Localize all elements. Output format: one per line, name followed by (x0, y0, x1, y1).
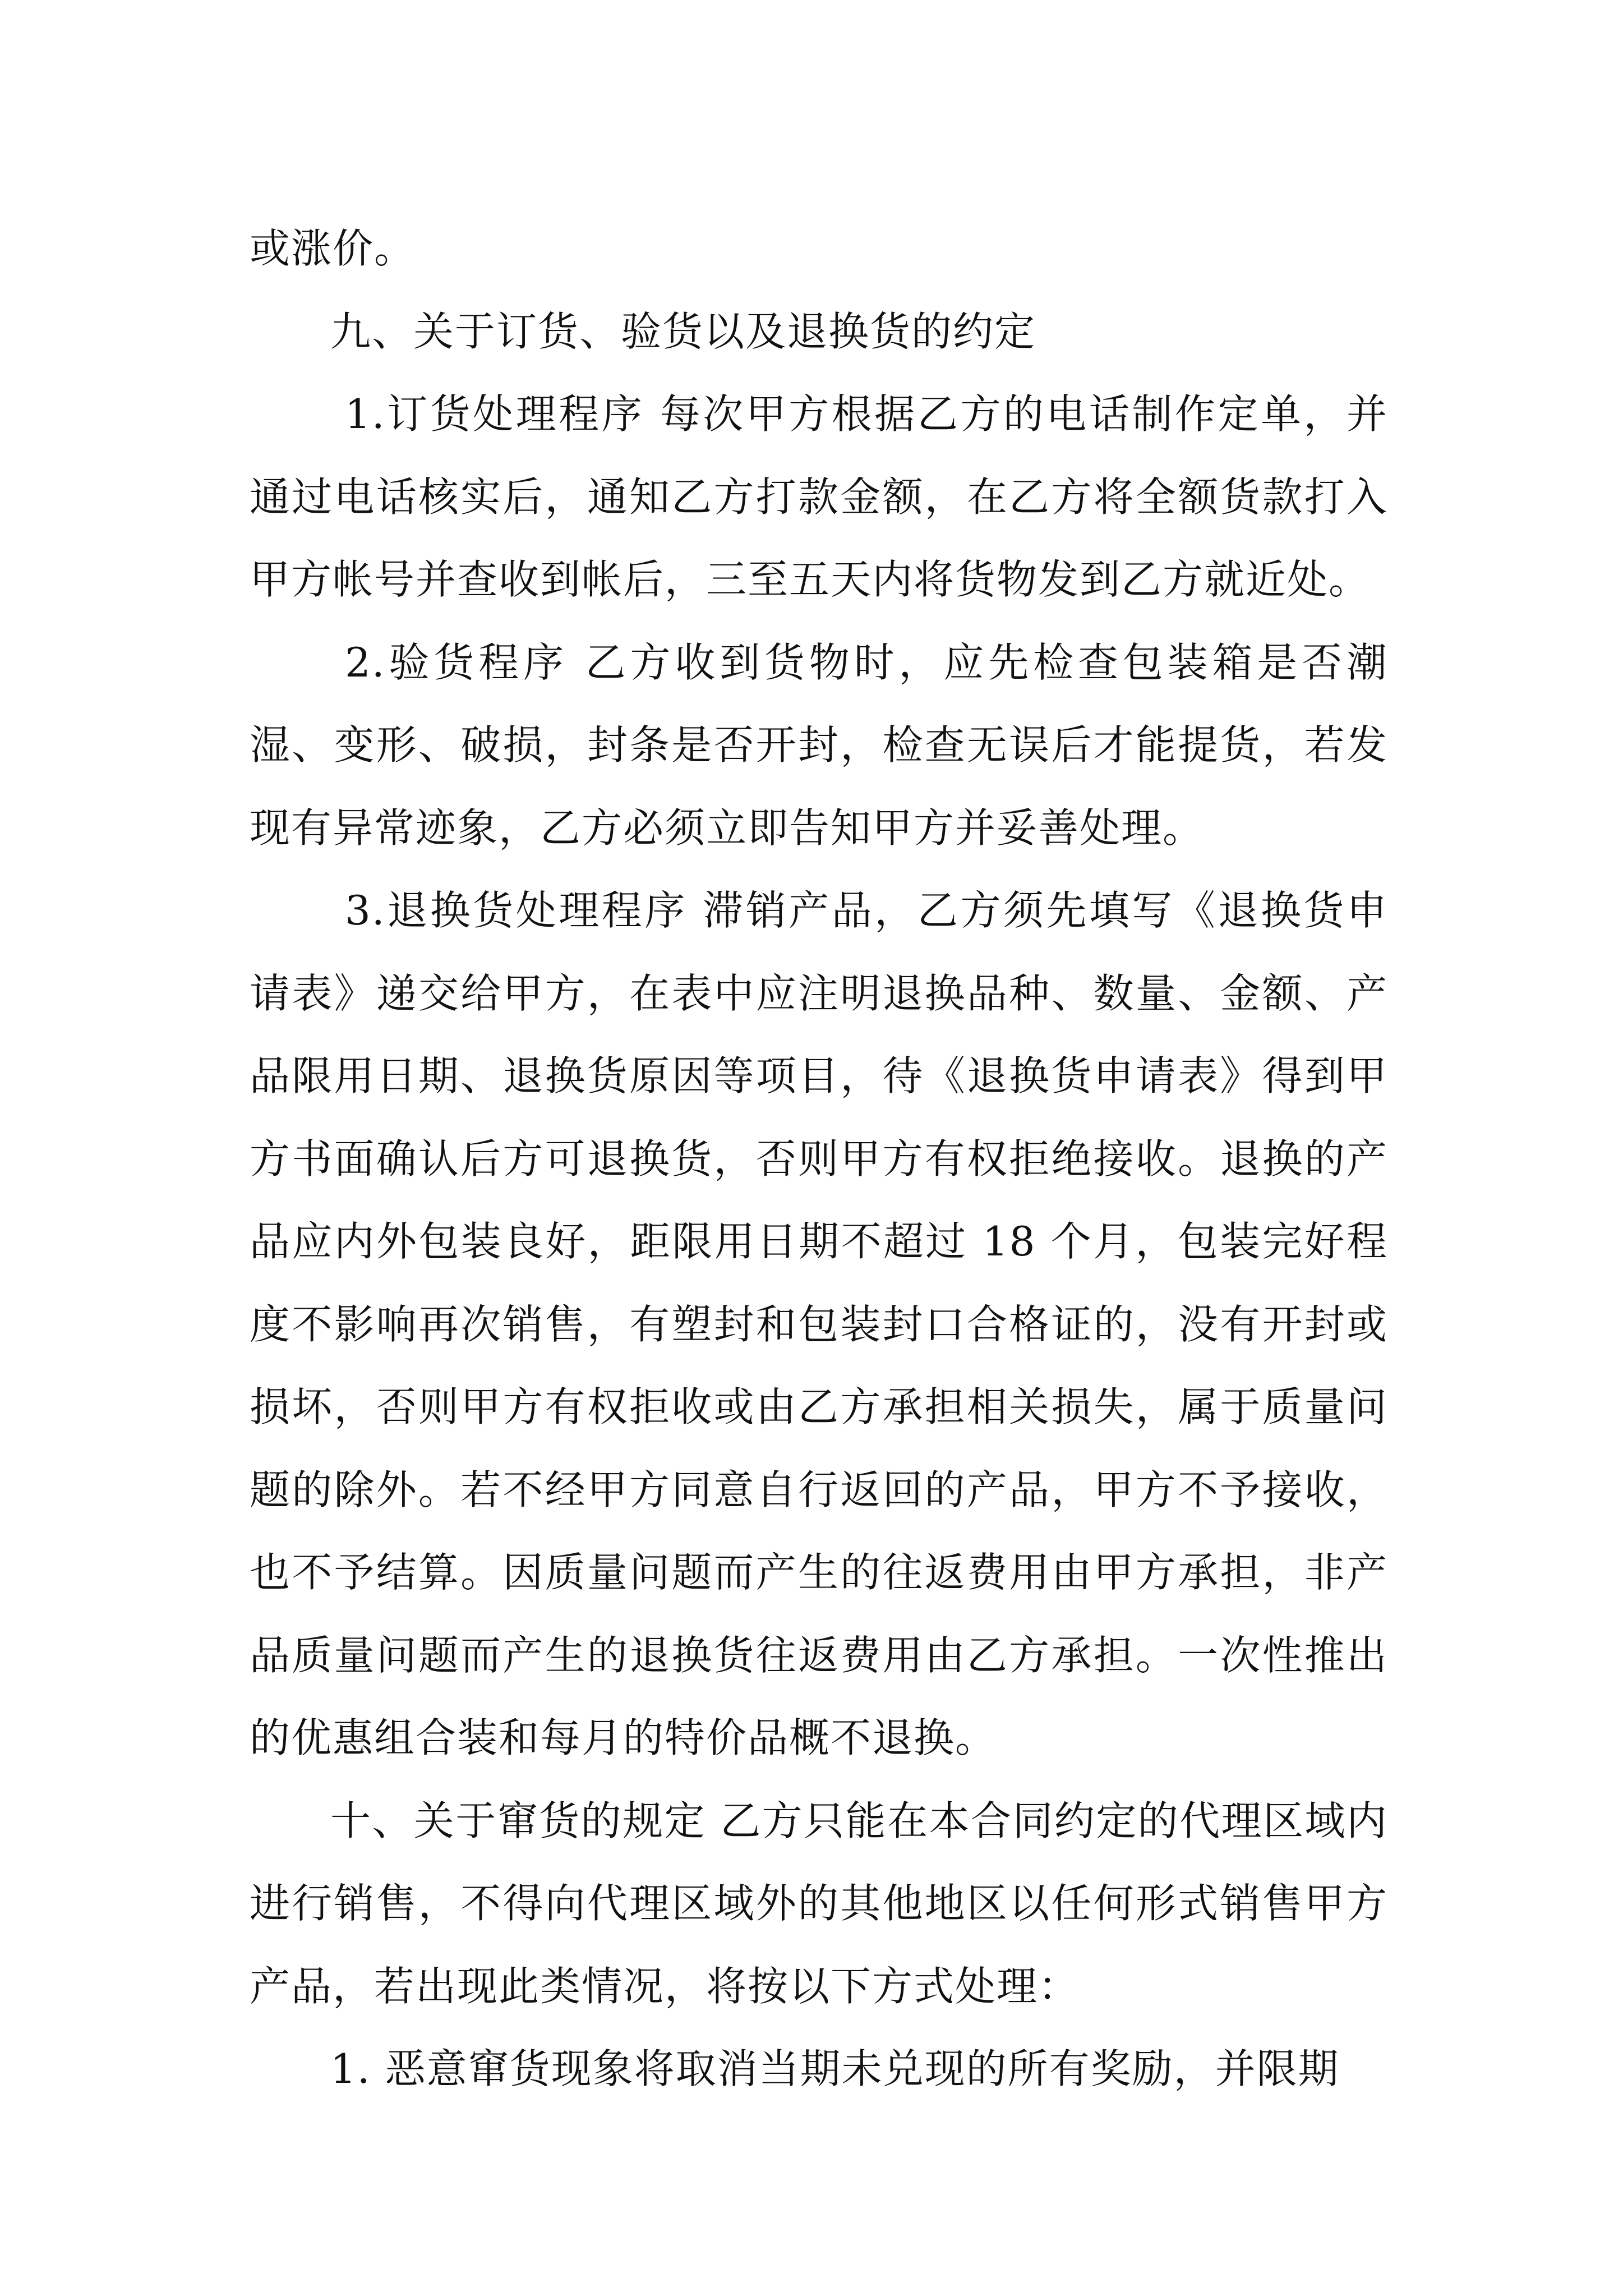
clause-malicious-cross-selling: 1. 恶意窜货现象将取消当期未兑现的所有奖励，并限期 (330, 2045, 1340, 2092)
paragraph-continuation: 或涨价。 (250, 225, 416, 272)
section-heading-10: 十、关于窜货的规定 乙方只能在本合同约定的代理区域内进行销售，不得向代理区域外的其他地区以任何形式销售甲方产品，若出现此类情况，将按以下方式处理： (250, 1797, 1388, 2010)
clause-return-exchange-procedure: 3.退换货处理程序 滞销产品，乙方须先填写《退换货申请表》递交给甲方，在表中应注明退换品种、数量、金额、产品限用日期、退换货原因等项目，待《退换货申请表》得到甲方书面确认后方可退换货，否则甲方有权拒绝接收。退换的产品应内外包装良好，距限用日期不超过 18 个月，包装完好程度不影响再次销售，有塑封和包装封口合格证的，没有开封或损坏，否则甲方有权拒收或由乙方承担相关损失，属于质量问题的除外。若不经甲方同意自行返回的产品，甲方不予接收，也不予结算。因质量问题而产生的往返费用由甲方承担，非产品质量问题而产生的退换货往返费用由乙方承担。一次性推出的优惠组合装和每月的特价品概不退换。 (250, 887, 1388, 1761)
document-body (250, 208, 1388, 2111)
clause-ordering-procedure: 1.订货处理程序 每次甲方根据乙方的电话制作定单，并通过电话核实后，通知乙方打款金额，在乙方将全额货款打入甲方帐号并查收到帐后，三至五天内将货物发到乙方就近处。 (250, 390, 1388, 603)
section-heading-9: 九、关于订货、验货以及退换货的约定 (330, 307, 1036, 355)
clause-inspection-procedure: 2.验货程序 乙方收到货物时，应先检查包装箱是否潮湿、变形、破损，封条是否开封，检查无误后才能提货，若发现有异常迹象，乙方必须立即告知甲方并妥善处理。 (250, 638, 1388, 852)
